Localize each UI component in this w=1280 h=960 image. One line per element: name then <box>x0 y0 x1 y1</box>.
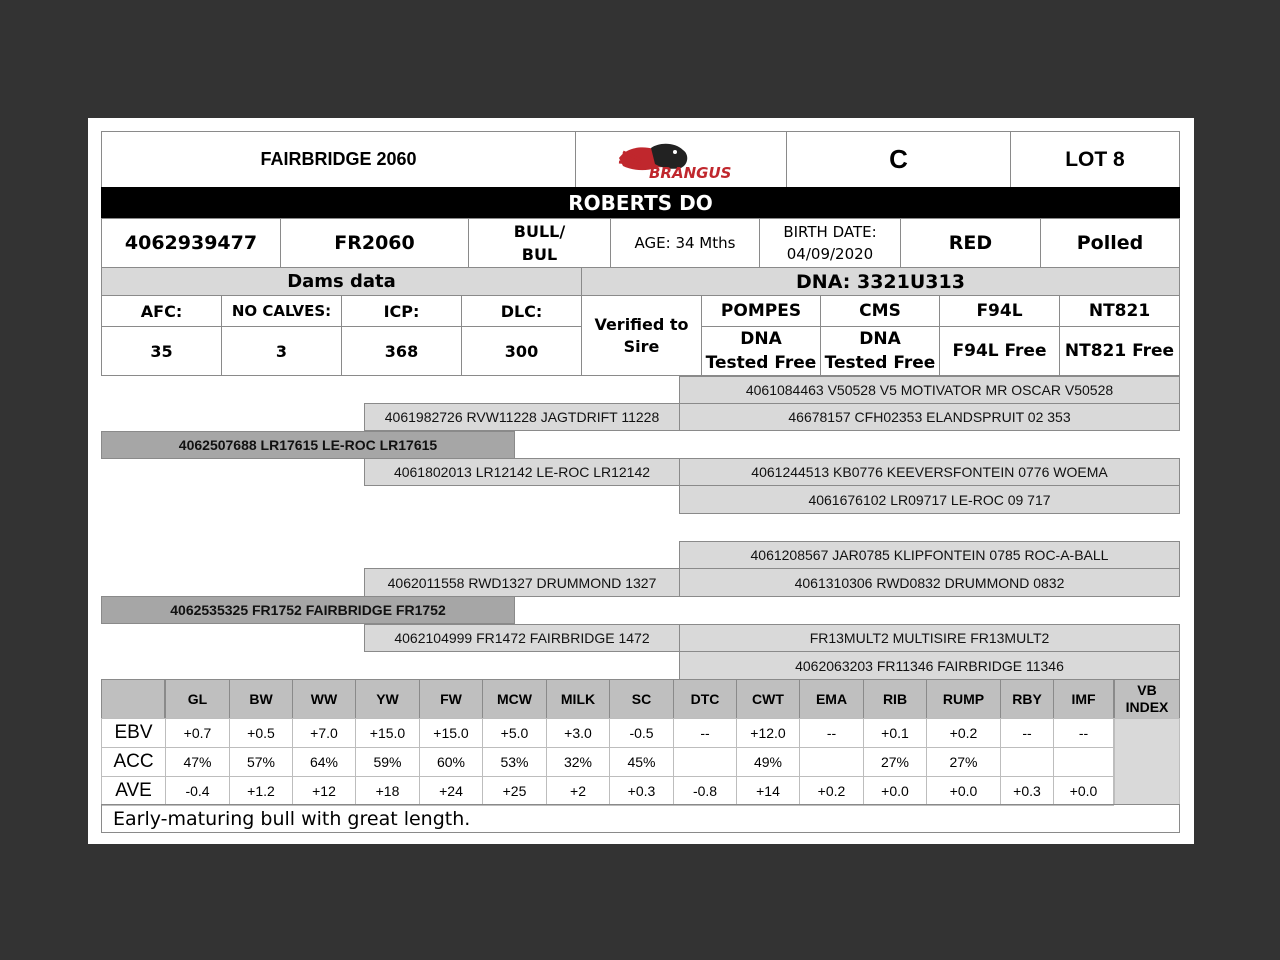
dams-header-afc: AFC: <box>101 295 222 327</box>
ebv-cell: +1.2 <box>229 776 293 806</box>
ebv-cell: 27% <box>926 747 1001 777</box>
ebv-cell: +5.0 <box>482 718 547 748</box>
pedigree-sire-dam-sire: 4061244513 KB0776 KEEVERSFONTEIN 0776 WOEMA <box>679 458 1180 486</box>
ebv-cell: +25 <box>482 776 547 806</box>
ebv-cell: -0.4 <box>165 776 230 806</box>
dams-header-icp: ICP: <box>341 295 462 327</box>
dams-value-icp: 368 <box>341 326 462 376</box>
ebv-cell: +12 <box>292 776 356 806</box>
ebv-cell: +0.0 <box>863 776 927 806</box>
pedigree-dam: 4062535325 FR1752 FAIRBRIDGE FR1752 <box>101 596 515 624</box>
dna-header-f94l: F94L <box>939 295 1060 327</box>
lot-card <box>88 118 1194 844</box>
animal-sex <box>468 218 611 268</box>
ebv-row-label: EBV <box>101 718 166 748</box>
ebv-cell: 59% <box>355 747 420 777</box>
pedigree-dam-sire-sire: 4061208567 JAR0785 KLIPFONTEIN 0785 ROC-A-BALL <box>679 541 1180 569</box>
ebv-col-2: WW <box>292 679 356 719</box>
ebv-cell: 64% <box>292 747 356 777</box>
ebv-col-8: DTC <box>673 679 737 719</box>
ebv-cell: +0.3 <box>609 776 674 806</box>
ebv-col-3: YW <box>355 679 420 719</box>
animal-id: 4062939477 <box>101 218 281 268</box>
ebv-cell: +12.0 <box>736 718 800 748</box>
dams-data-title: Dams data <box>101 267 582 296</box>
dna-header-pompes: POMPES <box>701 295 821 327</box>
dams-header-dlc: DLC: <box>461 295 582 327</box>
animal-colour: RED <box>900 218 1041 268</box>
animal-name: FAIRBRIDGE 2060 <box>101 131 576 188</box>
ebv-cell: 49% <box>736 747 800 777</box>
ebv-cell: +0.1 <box>863 718 927 748</box>
comment: Early-maturing bull with great length. <box>101 804 1180 833</box>
dna-value-cms-line1: DNA <box>859 329 901 349</box>
ebv-cell: +15.0 <box>419 718 483 748</box>
ebv-cell: +0.7 <box>165 718 230 748</box>
pedigree-sire: 4062507688 LR17615 LE-ROC LR17615 <box>101 431 515 459</box>
dams-value-no-calves: 3 <box>221 326 342 376</box>
ebv-col-11: RIB <box>863 679 927 719</box>
ebv-cell <box>1000 747 1054 777</box>
vb-index-line2: INDEX <box>1125 699 1169 715</box>
ebv-cell: 57% <box>229 747 293 777</box>
ebv-cell: +0.3 <box>1000 776 1054 806</box>
ebv-cell: 45% <box>609 747 674 777</box>
dna-header-cms: CMS <box>820 295 940 327</box>
ebv-row-label: ACC <box>101 747 166 777</box>
ebv-row-label: AVE <box>101 776 166 806</box>
ebv-col-6: MILK <box>546 679 610 719</box>
ebv-cell: -- <box>1053 718 1114 748</box>
ebv-cell <box>673 747 737 777</box>
ebv-cell: 60% <box>419 747 483 777</box>
pedigree-sire-sire-sire: 4061084463 V50528 V5 MOTIVATOR MR OSCAR V50528 <box>679 376 1180 404</box>
ebv-cell: +0.5 <box>229 718 293 748</box>
ebv-col-12: RUMP <box>926 679 1001 719</box>
ebv-cell: +7.0 <box>292 718 356 748</box>
ebv-col-4: FW <box>419 679 483 719</box>
sex-line1: BULL/ <box>513 222 566 241</box>
ebv-corner <box>101 679 165 719</box>
ebv-cell: +14 <box>736 776 800 806</box>
dna-value-cms-line2: Tested Free <box>824 353 936 373</box>
dna-value-f94l: F94L Free <box>939 326 1060 376</box>
dams-value-afc: 35 <box>101 326 222 376</box>
dna-verified-line1: Verified to <box>594 314 689 334</box>
pedigree-sire-sire: 4061982726 RVW11228 JAGTDRIFT 11228 <box>364 403 680 431</box>
grade-label: C <box>786 131 1011 188</box>
pedigree-sire-dam-dam: 4061676102 LR09717 LE-ROC 09 717 <box>679 485 1180 514</box>
ebv-cell: +0.2 <box>799 776 864 806</box>
pedigree-dam-dam: 4062104999 FR1472 FAIRBRIDGE 1472 <box>364 624 680 652</box>
bull-logo-icon <box>611 138 751 182</box>
breeder-name: ROBERTS DO <box>101 187 1180 219</box>
birth-date-label: BIRTH DATE: <box>783 223 877 241</box>
animal-age: AGE: 34 Mths <box>610 218 760 268</box>
vb-index-line1: VB <box>1137 682 1157 698</box>
ebv-col-9: CWT <box>736 679 800 719</box>
ebv-col-7: SC <box>609 679 674 719</box>
pedigree-dam-sire-dam: 4061310306 RWD0832 DRUMMOND 0832 <box>679 568 1180 597</box>
ebv-col-13: RBY <box>1000 679 1054 719</box>
dams-value-dlc: 300 <box>461 326 582 376</box>
pedigree-dam-dam-dam: 4062063203 FR11346 FAIRBRIDGE 11346 <box>679 651 1180 680</box>
pedigree-sire-sire-dam: 46678157 CFH02353 ELANDSPRUIT 02 353 <box>679 403 1180 431</box>
sex-line2: BUL <box>521 245 558 264</box>
ebv-cell: +24 <box>419 776 483 806</box>
dna-value-cms <box>820 326 940 376</box>
lot-number: LOT 8 <box>1010 131 1180 188</box>
vb-index-header <box>1114 679 1180 719</box>
ebv-cell: +0.2 <box>926 718 1001 748</box>
pedigree-dam-dam-sire: FR13MULT2 MULTISIRE FR13MULT2 <box>679 624 1180 652</box>
ebv-col-14: IMF <box>1053 679 1114 719</box>
dams-header-no-calves: NO CALVES: <box>221 295 342 327</box>
birth-date <box>759 218 901 268</box>
ebv-cell: 53% <box>482 747 547 777</box>
dna-value-pompes-line2: Tested Free <box>705 353 817 373</box>
ebv-cell: +15.0 <box>355 718 420 748</box>
dna-header-nt821: NT821 <box>1059 295 1180 327</box>
brangus-logo <box>575 131 787 188</box>
ebv-cell: 47% <box>165 747 230 777</box>
dna-verified-line2: Sire <box>623 336 660 356</box>
ebv-cell: +18 <box>355 776 420 806</box>
ebv-cell: 32% <box>546 747 610 777</box>
ebv-cell: 27% <box>863 747 927 777</box>
ebv-cell: +2 <box>546 776 610 806</box>
pedigree-sire-dam: 4061802013 LR12142 LE-ROC LR12142 <box>364 458 680 486</box>
dna-title: DNA: 3321U313 <box>581 267 1180 296</box>
dna-verified <box>581 295 702 376</box>
ebv-cell: +3.0 <box>546 718 610 748</box>
ebv-col-10: EMA <box>799 679 864 719</box>
ebv-cell <box>1053 747 1114 777</box>
ebv-cell: -0.5 <box>609 718 674 748</box>
dna-value-nt821: NT821 Free <box>1059 326 1180 376</box>
dna-value-pompes-line1: DNA <box>740 329 782 349</box>
ebv-cell: +0.0 <box>1053 776 1114 806</box>
ebv-col-0: GL <box>165 679 230 719</box>
ebv-cell: -0.8 <box>673 776 737 806</box>
ebv-cell <box>799 747 864 777</box>
animal-horn-status: Polled <box>1040 218 1180 268</box>
ebv-col-1: BW <box>229 679 293 719</box>
vb-index-value <box>1114 718 1180 805</box>
dna-value-pompes <box>701 326 821 376</box>
ebv-cell: +0.0 <box>926 776 1001 806</box>
ebv-cell: -- <box>673 718 737 748</box>
animal-tag: FR2060 <box>280 218 469 268</box>
svg-text:BRANGUS: BRANGUS <box>649 163 732 182</box>
ebv-col-5: MCW <box>482 679 547 719</box>
pedigree-dam-sire: 4062011558 RWD1327 DRUMMOND 1327 <box>364 568 680 597</box>
birth-date-value: 04/09/2020 <box>786 245 874 263</box>
ebv-cell: -- <box>1000 718 1054 748</box>
ebv-cell: -- <box>799 718 864 748</box>
